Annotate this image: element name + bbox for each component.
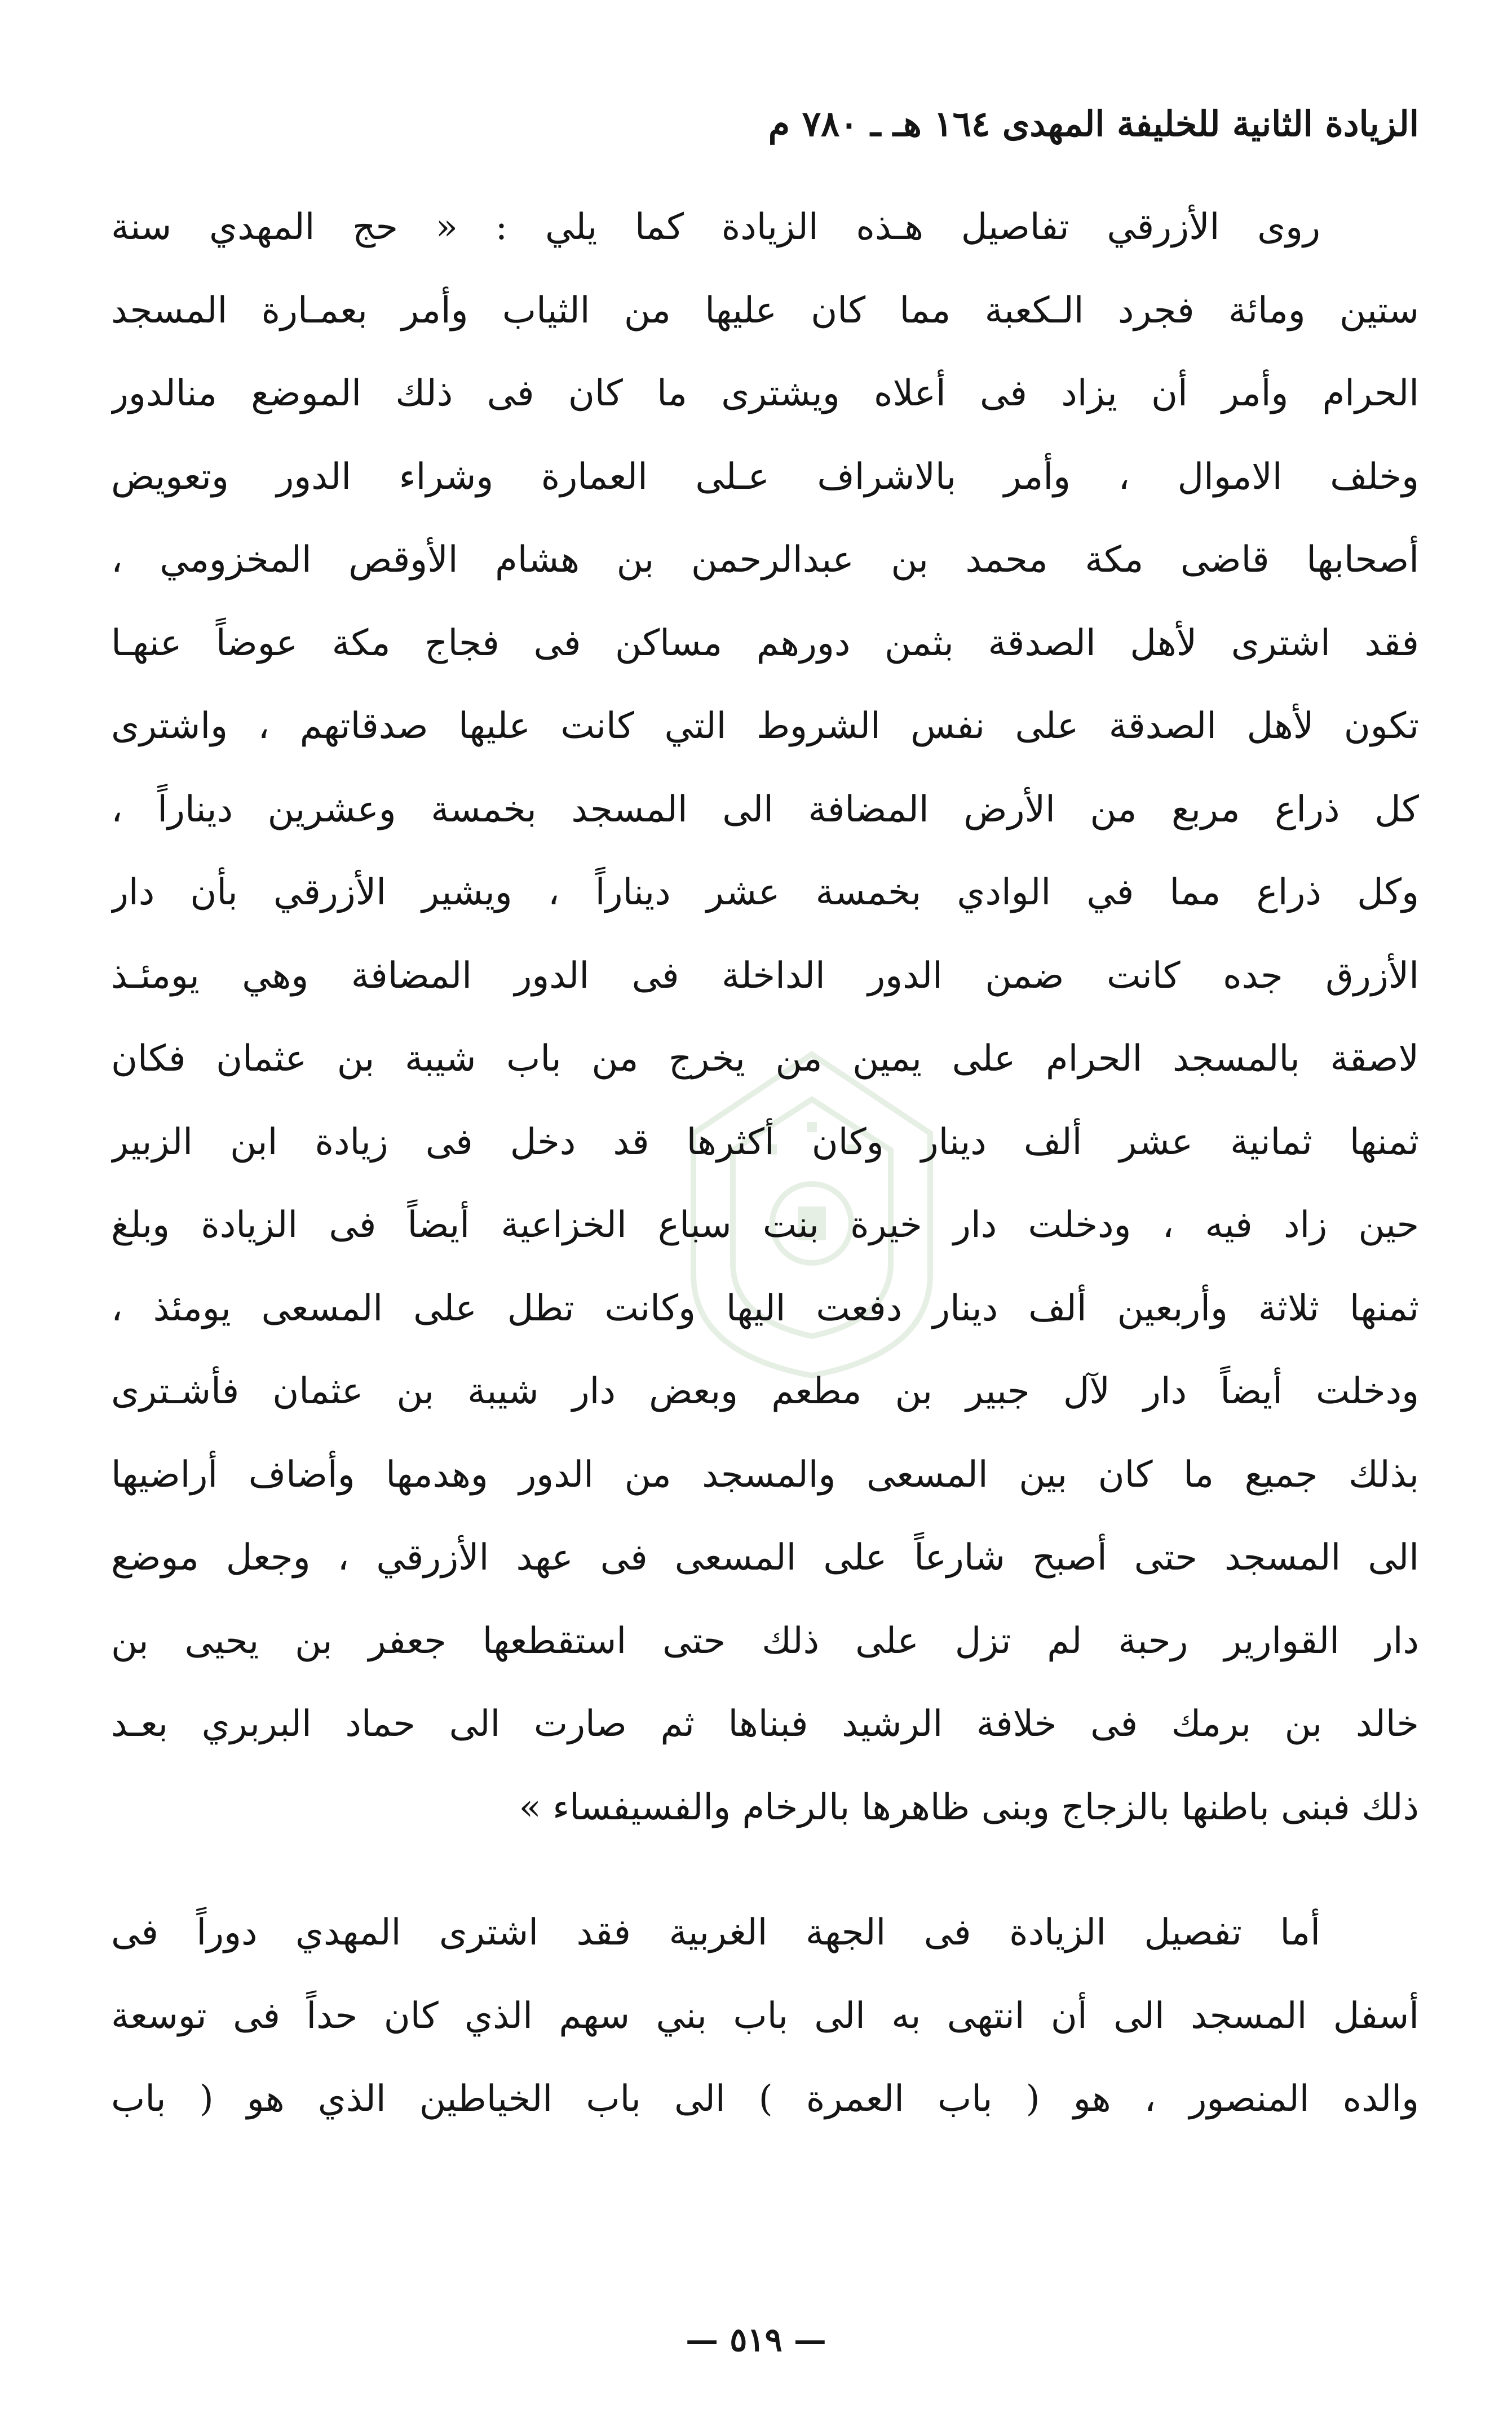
paragraph (111, 186, 1419, 1849)
text-line: خالد بن برمك فى خلافة الرشيد فبناها ثم صارت الى حماد البربري بعـد (111, 1703, 1419, 1745)
text-line: دار القوارير رحبة لم تزل على ذلك حتى استقطعها جعفر بن يحيى بن (111, 1620, 1419, 1662)
text-line: وخلف الاموال ، وأمر بالاشراف عـلى العمارة وشراء الدور وتعويض (111, 456, 1419, 498)
text-line: الحرام وأمر أن يزاد فى أعلاه ويشترى ما كان فى ذلك الموضع منالدور (111, 373, 1419, 414)
text-line: حين زاد فيه ، ودخلت دار خيرة بنت سباع الخزاعية أيضاً فى الزيادة وبلغ (111, 1204, 1419, 1246)
text-line: ثمنها ثمانية عشر ألف دينار وكان أكثرها قد دخل فى زيادة ابن الزبير (111, 1121, 1419, 1163)
paragraph-spacer (111, 1849, 1419, 1891)
paragraph (111, 1891, 1419, 2141)
text-line: كل ذراع مربع من الأرض المضافة الى المسجد بخمسة وعشرين ديناراً ، (111, 788, 1419, 830)
text-line: الأزرق جده كانت ضمن الدور الداخلة فى الدور المضافة وهي يومئـذ (111, 954, 1419, 997)
text-line: أما تفصيل الزيادة فى الجهة الغربية فقد اشترى المهدي دوراً فى (111, 1912, 1320, 1953)
text-line: ودخلت أيضاً دار لآل جبير بن مطعم وبعض دار شيبة بن عثمان فأشـترى (111, 1371, 1419, 1412)
text-line: فقد اشترى لأهل الصدقة بثمن دورهم مساكن فى فجاج مكة عوضاً عنهـا (111, 622, 1419, 664)
text-line: لاصقة بالمسجد الحرام على يمين من يخرج من باب شيبة بن عثمان فكان (111, 1038, 1419, 1080)
text-line: بذلك جميع ما كان بين المسعى والمسجد من الدور وهدمها وأضاف أراضيها (111, 1453, 1419, 1496)
text-line: أسفل المسجد الى أن انتهى به الى باب بني سهم الذي كان حداً فى توسعة (111, 1995, 1419, 2037)
text-line: ستين ومائة فجرد الـكعبة مما كان عليها من الثياب وأمر بعمـارة المسجد (111, 289, 1419, 332)
text-line: الى المسجد حتى أصبح شارعاً على المسعى فى عهد الأزرقي ، وجعل موضع (111, 1537, 1419, 1579)
text-line: وكل ذراع مما في الوادي بخمسة عشر ديناراً ، ويشير الأزرقي بأن دار (111, 872, 1419, 913)
running-title: الزيادة الثانية للخليفة المهدى ١٦٤ هـ ـ ٧٨٠ م (768, 103, 1419, 144)
text-line: أصحابها قاضى مكة محمد بن عبدالرحمن بن هشام الأوقص المخزومي ، (111, 539, 1419, 581)
text-line: ثمنها ثلاثة وأربعين ألف دينار دفعت اليها وكانت تطل على المسعى يومئذ ، (111, 1287, 1419, 1329)
text-line: روى الأزرقي تفاصيل هـذه الزيادة كما يلي : « حج المهدي سنة (111, 206, 1320, 248)
text-line: تكون لأهل الصدقة على نفس الشروط التي كانت عليها صدقاتهم ، واشترى (111, 705, 1419, 747)
text-line: والده المنصور ، هو ( باب العمرة ) الى باب الخياطين الذي هو ( باب (111, 2078, 1419, 2120)
main-text (111, 186, 1419, 2141)
page-number: — ٥١٩ — (686, 2321, 826, 2359)
text-line: ذلك فبنى باطنها بالزجاج وبنى ظاهرها بالرخام والفسيفساء » (519, 1786, 1419, 1828)
